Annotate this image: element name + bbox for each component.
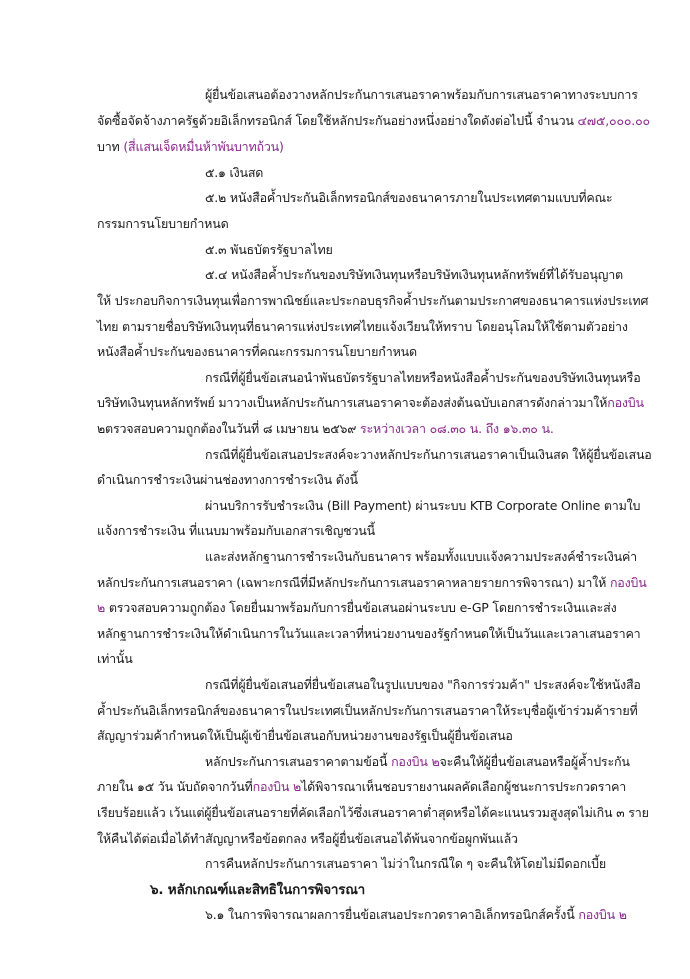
text-line xyxy=(205,676,641,694)
line-text: กรรมการนโยบายกำหนด xyxy=(97,216,229,231)
line-text: ๕.๑ เงินสด xyxy=(205,165,264,180)
text-line xyxy=(97,650,133,668)
highlighted-text: กองบิน ๒ xyxy=(252,779,302,794)
text-line xyxy=(205,753,630,771)
line-text: ภายใน ๑๕ วัน นับถัดจากวันที่ xyxy=(97,779,253,794)
highlighted-text: ๔๗๕,๐๐๐.๐๐ xyxy=(577,113,650,128)
text-line xyxy=(97,318,628,336)
line-text: ไทย ตามรายชื่อบริษัทเงินทุนที่ธนาคารแห่งประเทศไทยแจ้งเวียนให้ทราบ โดยอนุโลมให้ใช้ตามตัวอย่าง xyxy=(97,319,628,334)
line-text: หลักฐานการชำระเงินให้ดำเนินการในวันและเวลาที่หน่วยงานของรัฐกำหนดให้เป็นวันและเวลาเสนอราคา xyxy=(97,626,641,641)
highlighted-text: กองบิน xyxy=(607,395,644,410)
text-line xyxy=(97,625,640,643)
text-line xyxy=(97,599,617,617)
text-line xyxy=(97,215,229,233)
line-text: บริษัทเงินทุนหลักทรัพย์ มาวางเป็นหลักประกันการเสนอราคาจะต้องส่งต้นฉบับเอกสารดังกล่าวมาให้ xyxy=(97,395,608,410)
text-line xyxy=(97,112,650,130)
text-line xyxy=(97,727,513,745)
highlighted-text: กองบิน ๒ xyxy=(391,754,440,769)
line-text: ให้ ประกอบกิจการเงินทุนเพื่อการพาณิชย์และประกอบธุรกิจค้ำประกันตามประกาศของธนาคารแห่งประเทศ xyxy=(97,293,649,308)
line-text: จัดซื้อจัดจ้างภาครัฐด้วยอิเล็กทรอนิกส์ โดยใช้หลักประกันอย่างหนึ่งอย่างใดดังต่อไปนี้ จำนวน xyxy=(97,113,578,128)
text-line xyxy=(97,778,626,796)
highlighted-text: (สี่แสนเจ็ดหมื่นห้าพันบาทถ้วน) xyxy=(123,139,284,154)
line-text: และส่งหลักฐานการชำระเงินกับธนาคาร พร้อมทั้งแบบแจ้งความประสงค์ชำระเงินค่า xyxy=(205,549,637,564)
line-text: ให้คืนได้ต่อเมื่อได้ทำสัญญาหรือข้อตกลง หรือผู้ยื่นข้อเสนอได้พ้นจากข้อผูกพันแล้ว xyxy=(97,831,518,846)
text-line xyxy=(97,830,518,848)
text-line xyxy=(97,343,417,361)
line-text: หลักประกันการเสนอราคา (เฉพาะกรณีที่มีหลักประกันการเสนอราคาหลายรายการพิจารณา) มาให้ xyxy=(97,575,610,590)
text-line xyxy=(97,292,648,310)
section-heading xyxy=(150,881,365,899)
highlighted-text: ๒ xyxy=(97,600,106,615)
text-line xyxy=(97,471,358,489)
text-line xyxy=(205,548,637,566)
line-text: เท่านั้น xyxy=(97,651,133,666)
text-line xyxy=(97,420,554,438)
text-line xyxy=(205,266,623,284)
text-line xyxy=(97,394,644,412)
line-text: บาท xyxy=(97,139,124,154)
line-text: กรณีที่ผู้ยื่นข้อเสนอประสงค์จะวางหลักประกันการเสนอราคาเป็นเงินสด ให้ผู้ยื่นข้อเสนอ xyxy=(205,447,652,462)
text-line xyxy=(205,446,652,464)
highlighted-text: กองบิน xyxy=(609,575,647,590)
line-text: ๕.๔ หนังสือค้ำประกันของบริษัทเงินทุนหรือบริษัทเงินทุนหลักทรัพย์ที่ได้รับอนุญาต xyxy=(205,267,623,282)
line-text: แจ้งการชำระเงิน ที่แนบมาพร้อมกับเอกสารเชิญชวนนี้ xyxy=(97,523,375,538)
line-text: กรณีที่ผู้ยื่นข้อเสนอที่ยื่นข้อเสนอในรูปแบบของ "กิจการร่วมค้า" ประสงค์จะใช้หนังสือ xyxy=(205,677,641,692)
line-text: ๕.๒ หนังสือค้ำประกันอิเล็กทรอนิกส์ของธนาคารภายในประเทศตามแบบที่คณะ xyxy=(205,190,613,205)
text-line xyxy=(205,906,627,924)
line-text: สัญญาร่วมค้ากำหนดให้เป็นผู้เข้ายื่นข้อเสนอกับหน่วยงานของรัฐเป็นผู้ยื่นข้อเสนอ xyxy=(97,728,513,743)
highlighted-text: กองบิน ๒ xyxy=(578,907,627,922)
text-line xyxy=(205,369,641,387)
line-text: ผ่านบริการรับชำระเงิน (Bill Payment) ผ่านระบบ KTB Corporate Online ตามใบ xyxy=(205,498,641,513)
line-text: กรณีที่ผู้ยื่นข้อเสนอนำพันธบัตรรัฐบาลไทยหรือหนังสือค้ำประกันของบริษัทเงินทุนหรือ xyxy=(205,370,641,385)
line-text: ๒ตรวจสอบความถูกต้องในวันที่ ๘ เมษายน ๒๕๖๙ xyxy=(97,421,361,436)
text-line xyxy=(205,855,606,873)
line-text: ได้พิจารณาเห็นชอบรายงานผลคัดเลือกผู้ชนะการประกวดราคา xyxy=(301,779,627,794)
text-line xyxy=(97,138,284,156)
text-line xyxy=(205,241,333,259)
line-text: หลักประกันการเสนอราคาตามข้อนี้ xyxy=(205,754,392,769)
line-text: ๖.๑ ในการพิจารณาผลการยื่นข้อเสนอประกวดราคาอิเล็กทรอนิกส์ครั้งนี้ xyxy=(205,907,579,922)
text-line xyxy=(205,86,638,104)
text-line xyxy=(205,164,263,182)
text-line xyxy=(205,189,612,207)
text-line xyxy=(97,574,647,592)
line-text: ๖. หลักเกณฑ์และสิทธิในการพิจารณา xyxy=(150,882,366,898)
line-text: ๕.๓ พันธบัตรรัฐบาลไทย xyxy=(205,242,333,257)
line-text: การคืนหลักประกันการเสนอราคา ไม่ว่าในกรณีใด ๆ จะคืนให้โดยไม่มีดอกเบี้ย xyxy=(205,856,607,871)
line-text: จะคืนให้ผู้ยื่นข้อเสนอหรือผู้ค้ำประกัน xyxy=(439,754,630,769)
highlighted-text: ระหว่างเวลา ๐๘.๓๐ น. ถึง ๑๖.๓๐ น. xyxy=(360,421,554,436)
line-text: เรียบร้อยแล้ว เว้นแต่ผู้ยื่นข้อเสนอรายที่คัดเลือกไว้ซึ่งเสนอราคาต่ำสุดหรือได้คะแนนรวมสูงสุดไม่เกิน ๓ ราย xyxy=(97,805,649,820)
text-line xyxy=(97,804,649,822)
line-text: ค้ำประกันอิเล็กทรอนิกส์ของธนาคารในประเทศเป็นหลักประกันการเสนอราคาให้ระบุชื่อผู้เข้าร่วมค้ารายที่ xyxy=(97,703,638,718)
line-text: ดำเนินการชำระเงินผ่านช่องทางการชำระเงิน ดังนี้ xyxy=(97,472,358,487)
text-line xyxy=(97,522,375,540)
text-line xyxy=(97,702,638,720)
line-text: ผู้ยื่นข้อเสนอต้องวางหลักประกันการเสนอราคาพร้อมกับการเสนอราคาทางระบบการ xyxy=(205,87,638,102)
line-text: ตรวจสอบความถูกต้อง โดยยื่นมาพร้อมกับการยื่นข้อเสนอผ่านระบบ e-GP โดยการชำระเงินและส่ง xyxy=(105,600,617,615)
line-text: หนังสือค้ำประกันของธนาคารที่คณะกรรมการนโยบายกำหนด xyxy=(97,344,417,359)
text-line xyxy=(205,497,640,515)
